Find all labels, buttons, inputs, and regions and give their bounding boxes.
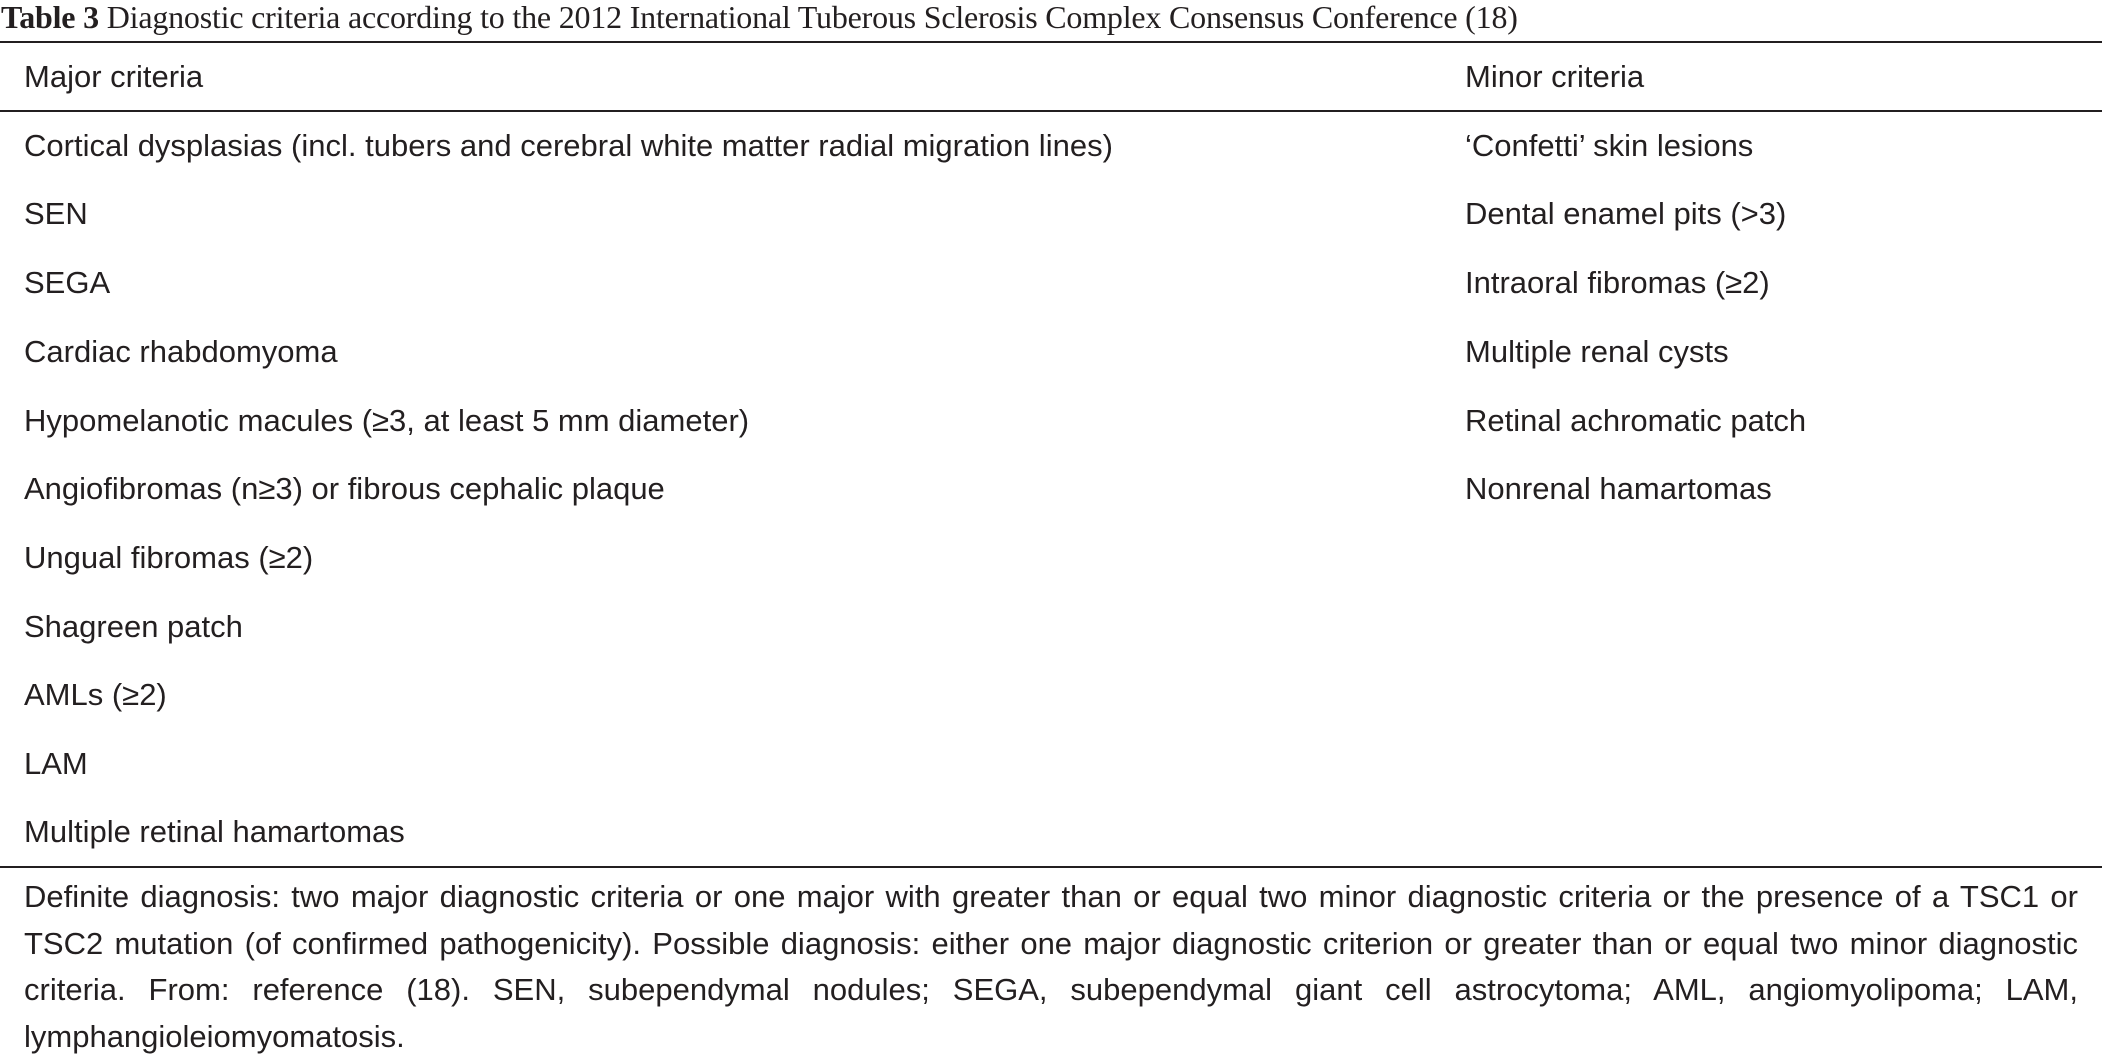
minor-criterion: ‘Confetti’ skin lesions	[1465, 128, 1754, 163]
minor-criterion: Retinal achromatic patch	[1465, 403, 1807, 438]
minor-criterion: Multiple renal cysts	[1465, 334, 1729, 369]
header-minor-criteria: Minor criteria	[1465, 59, 1645, 94]
table-header-rule	[0, 110, 2102, 112]
major-criterion: LAM	[24, 746, 88, 781]
major-criterion: Cortical dysplasias (incl. tubers and cerebral white matter radial migration lines)	[24, 128, 1113, 163]
major-criterion: Cardiac rhabdomyoma	[24, 334, 338, 369]
table-top-rule	[0, 41, 2102, 43]
table-footnote: Definite diagnosis: two major diagnostic criteria or one major with greater than or equal two minor diagnostic criteria or the presence of a TSC1 or TSC2 mutation (of confirmed pathogenicity). Possible diagnosis: either one major diagnostic criterion or greater than or equal two minor diagnostic criteria. From: reference (18). SEN, subependymal nodules; SEGA, subependymal giant cell astrocytoma; AML, angiomyolipoma; LAM, lymphangioleiomyomatosis.	[24, 879, 2078, 1054]
major-criterion: Multiple retinal hamartomas	[24, 814, 405, 849]
header-major-criteria: Major criteria	[24, 59, 204, 94]
major-criterion: SEN	[24, 196, 88, 231]
major-criterion: AMLs (≥2)	[24, 677, 167, 712]
minor-criterion: Intraoral fibromas (≥2)	[1465, 265, 1770, 300]
minor-criterion: Dental enamel pits (>3)	[1465, 196, 1787, 231]
table-caption-label: Table 3	[1, 0, 99, 35]
minor-criterion: Nonrenal hamartomas	[1465, 471, 1772, 506]
major-criterion: Ungual fibromas (≥2)	[24, 540, 314, 575]
table-caption-text: Diagnostic criteria according to the 2012 International Tuberous Sclerosis Complex Consensus Conference (18)	[106, 0, 1518, 35]
major-criterion: SEGA	[24, 265, 111, 300]
major-criterion: Hypomelanotic macules (≥3, at least 5 mm diameter)	[24, 403, 750, 438]
table-bottom-rule	[0, 866, 2102, 868]
major-criterion: Angiofibromas (n≥3) or fibrous cephalic plaque	[24, 471, 665, 506]
major-criterion: Shagreen patch	[24, 609, 243, 644]
table-caption	[1, 0, 2091, 40]
